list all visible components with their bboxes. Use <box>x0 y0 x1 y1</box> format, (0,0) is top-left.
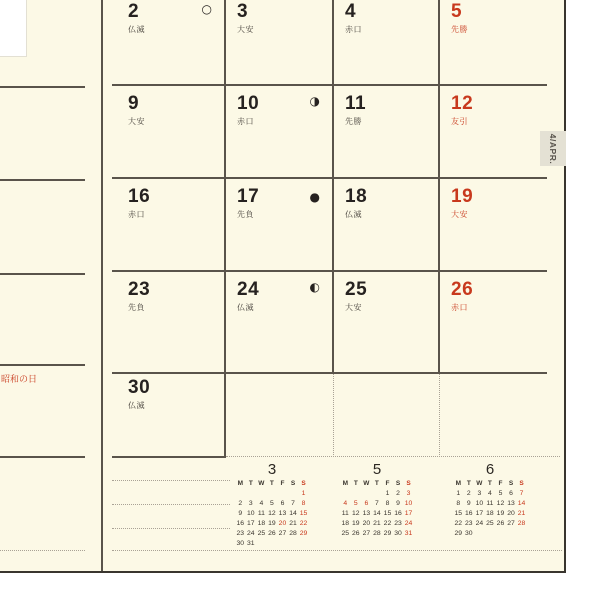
day-cell-25 <box>333 271 439 373</box>
mini-day: 20 <box>278 520 287 527</box>
mini-day: 9 <box>238 510 243 517</box>
mini-day: 17 <box>475 510 484 517</box>
mini-day: 11 <box>486 500 494 507</box>
mini-day: 2 <box>466 490 471 497</box>
mini-day: 1 <box>385 490 390 497</box>
dotted-rule <box>112 528 230 529</box>
mini-day: 29 <box>454 530 463 537</box>
mini-week-row <box>340 529 414 539</box>
last-quarter-moon-icon: ◑ <box>309 94 320 108</box>
mini-day: 14 <box>373 510 381 517</box>
new-moon-icon: ● <box>309 190 320 204</box>
mini-day: 25 <box>341 530 350 537</box>
weekday-letter: M <box>455 480 461 487</box>
mini-day: 12 <box>496 500 505 507</box>
dotted-rule <box>439 374 440 457</box>
mini-day: 4 <box>259 500 264 507</box>
mini-day: 9 <box>396 500 400 507</box>
mini-week-row <box>340 489 414 499</box>
rokuyo-label: 仏滅 <box>128 400 145 410</box>
mini-week-row <box>340 519 414 529</box>
mini-day: 5 <box>353 500 358 507</box>
mini-day <box>340 489 351 499</box>
mini-day: 4 <box>343 500 348 507</box>
mini-day: 11 <box>341 510 349 517</box>
mini-day: 13 <box>507 500 515 507</box>
mini-day <box>256 539 267 549</box>
mini-calendar-june <box>453 458 527 539</box>
date-number: 24 <box>237 279 260 300</box>
dotted-rule <box>112 550 562 551</box>
month-tab-label: 4/APR. <box>548 133 558 164</box>
mini-day: 6 <box>280 500 285 507</box>
day-cell-10 <box>225 85 333 178</box>
mini-day <box>474 529 485 539</box>
weekday-letter: F <box>498 480 503 487</box>
mini-day: 28 <box>517 520 526 527</box>
mini-day: 28 <box>373 530 381 537</box>
mini-calendar-march <box>235 458 309 549</box>
date-number: 23 <box>128 279 151 300</box>
mini-day: 19 <box>268 520 276 527</box>
day-cell-30 <box>102 373 225 458</box>
mini-day: 27 <box>362 530 371 537</box>
mini-day <box>372 489 383 499</box>
date-number: 3 <box>237 1 249 22</box>
dotted-rule <box>112 480 230 481</box>
mini-day: 16 <box>465 510 473 517</box>
mini-day: 24 <box>404 520 413 527</box>
mini-day <box>288 539 299 549</box>
mini-week-row <box>235 529 309 539</box>
month-tab <box>540 131 566 166</box>
mini-day <box>277 489 288 499</box>
mini-day: 31 <box>247 540 255 547</box>
day-cell-4 <box>333 0 439 85</box>
weekday-letter: T <box>374 480 379 487</box>
weekday-letter: F <box>385 480 390 487</box>
mini-day: 27 <box>278 530 287 537</box>
mini-day: 12 <box>352 510 360 517</box>
date-number: 2 <box>128 1 140 22</box>
mini-calendar-may <box>340 458 414 539</box>
mini-day: 23 <box>236 530 245 537</box>
mini-day <box>267 539 278 549</box>
mini-day: 18 <box>486 510 494 517</box>
mini-day: 19 <box>352 520 360 527</box>
mini-day <box>495 529 506 539</box>
mini-day <box>298 539 309 549</box>
mini-day: 17 <box>404 510 413 517</box>
weekday-letter: S <box>519 480 524 487</box>
weekday-letter: S <box>395 480 401 487</box>
grid-line <box>0 273 85 275</box>
mini-day: 22 <box>454 520 463 527</box>
mini-day: 29 <box>299 530 308 537</box>
mini-day: 6 <box>509 490 513 497</box>
date-number: 19 <box>451 186 474 207</box>
date-number: 11 <box>345 93 367 114</box>
rokuyo-label: 先勝 <box>451 24 468 34</box>
mini-day: 30 <box>465 530 473 537</box>
mini-day: 25 <box>486 520 494 527</box>
mini-day: 20 <box>362 520 371 527</box>
day-cell-24 <box>225 271 333 373</box>
grid-line <box>0 456 85 458</box>
date-number: 10 <box>237 93 260 114</box>
date-number: 18 <box>345 186 368 207</box>
day-cell-11 <box>333 85 439 178</box>
mini-day: 24 <box>475 520 484 527</box>
mini-week-row <box>235 499 309 509</box>
mini-day: 6 <box>364 500 369 507</box>
mini-day: 28 <box>289 530 297 537</box>
mini-weekday-header <box>340 479 414 489</box>
mini-day: 29 <box>383 530 392 537</box>
date-number: 9 <box>128 93 140 114</box>
weekday-letter: T <box>248 480 253 487</box>
mini-day: 12 <box>268 510 276 517</box>
mini-day: 7 <box>375 500 379 507</box>
mini-day: 15 <box>383 510 392 517</box>
weekday-letter: S <box>290 480 296 487</box>
mini-day: 3 <box>406 490 411 497</box>
weekday-letter: S <box>406 480 411 487</box>
rokuyo-label: 先負 <box>237 209 254 219</box>
mini-day: 7 <box>291 500 295 507</box>
day-cell-26 <box>439 271 565 373</box>
rokuyo-label: 大安 <box>451 209 468 219</box>
rokuyo-label: 大安 <box>237 24 254 34</box>
mini-day: 30 <box>394 530 402 537</box>
day-cell-3 <box>225 0 333 85</box>
mini-day: 26 <box>268 530 276 537</box>
mini-day: 5 <box>270 500 274 507</box>
dotted-rule <box>112 504 230 505</box>
mini-day: 17 <box>247 520 255 527</box>
mini-month-title: 3 <box>267 461 277 478</box>
mini-day: 7 <box>519 490 524 497</box>
rokuyo-label: 仏滅 <box>237 302 254 312</box>
mini-day: 23 <box>465 520 473 527</box>
mini-day: 10 <box>404 500 413 507</box>
mini-day: 22 <box>383 520 392 527</box>
day-cell-9 <box>102 85 225 178</box>
weekday-letter: S <box>508 480 514 487</box>
mini-week-row <box>453 519 527 529</box>
dotted-rule <box>333 374 334 457</box>
mini-day: 26 <box>496 520 505 527</box>
mini-day: 23 <box>394 520 402 527</box>
mini-week-row <box>453 499 527 509</box>
mini-day <box>516 529 527 539</box>
rokuyo-label: 仏滅 <box>128 24 145 34</box>
rokuyo-label: 友引 <box>451 116 468 126</box>
mini-day <box>235 489 246 499</box>
date-number: 12 <box>451 93 474 114</box>
holiday-note: 昭和の日 <box>1 374 38 384</box>
mini-day: 8 <box>301 500 306 507</box>
mini-day: 1 <box>456 490 461 497</box>
mini-day <box>351 489 362 499</box>
mini-week-row <box>235 519 309 529</box>
grid-line <box>0 364 85 366</box>
day-cell-23 <box>102 271 225 373</box>
weekday-letter: T <box>353 480 358 487</box>
mini-day: 4 <box>488 490 492 497</box>
mini-day: 22 <box>299 520 308 527</box>
mini-week-row <box>340 499 414 509</box>
mini-month-title: 5 <box>372 461 382 478</box>
mini-weekday-header <box>453 479 527 489</box>
mini-day <box>267 489 278 499</box>
grid-line <box>0 179 85 181</box>
weekday-letter: T <box>466 480 471 487</box>
mini-month-title: 6 <box>485 461 495 478</box>
mini-day: 15 <box>454 510 463 517</box>
mini-day: 1 <box>301 490 306 497</box>
mini-week-row <box>235 539 309 549</box>
mini-day: 21 <box>517 510 526 517</box>
mini-day: 25 <box>257 530 266 537</box>
mini-day: 24 <box>247 530 255 537</box>
mini-day: 16 <box>236 520 245 527</box>
mini-day: 16 <box>394 510 402 517</box>
corner-notch <box>0 0 27 57</box>
mini-week-row <box>340 509 414 519</box>
mini-day: 3 <box>477 490 482 497</box>
rokuyo-label: 先負 <box>128 302 145 312</box>
mini-day: 21 <box>373 520 381 527</box>
mini-day: 9 <box>466 500 471 507</box>
mini-day <box>361 489 372 499</box>
mini-day: 8 <box>385 500 390 507</box>
mini-week-row <box>453 509 527 519</box>
date-number: 25 <box>345 279 368 300</box>
mini-day: 10 <box>247 510 255 517</box>
rokuyo-label: 大安 <box>345 302 362 312</box>
mini-day: 14 <box>517 500 526 507</box>
day-cell-17 <box>225 178 333 271</box>
weekday-letter: F <box>280 480 285 487</box>
mini-day: 2 <box>238 500 243 507</box>
mini-day <box>277 539 288 549</box>
rokuyo-label: 仏滅 <box>345 209 362 219</box>
mini-day: 27 <box>507 520 515 527</box>
rokuyo-label: 赤口 <box>345 24 362 34</box>
date-number: 26 <box>451 279 474 300</box>
mini-day: 2 <box>396 490 400 497</box>
mini-week-row <box>453 489 527 499</box>
mini-day: 10 <box>475 500 484 507</box>
mini-day <box>256 489 267 499</box>
rokuyo-label: 赤口 <box>128 209 145 219</box>
mini-day: 30 <box>236 540 245 547</box>
mini-day: 21 <box>289 520 297 527</box>
rokuyo-label: 大安 <box>128 116 145 126</box>
mini-day: 8 <box>456 500 461 507</box>
grid-line <box>0 86 85 88</box>
mini-weekday-header <box>235 479 309 489</box>
day-cell-18 <box>333 178 439 271</box>
weekday-letter: W <box>258 480 265 487</box>
mini-day: 13 <box>278 510 287 517</box>
weekday-letter: M <box>342 480 348 487</box>
date-number: 16 <box>128 186 151 207</box>
rokuyo-label: 先勝 <box>345 116 362 126</box>
date-number: 17 <box>237 186 260 207</box>
mini-week-row <box>235 489 309 499</box>
date-number: 4 <box>345 1 357 22</box>
mini-day <box>246 489 257 499</box>
weekday-letter: W <box>476 480 483 487</box>
mini-day <box>288 489 299 499</box>
full-moon-icon: ○ <box>201 2 212 16</box>
rokuyo-label: 赤口 <box>237 116 254 126</box>
date-number: 5 <box>451 1 463 22</box>
day-cell-2 <box>102 0 225 85</box>
mini-day: 3 <box>248 500 253 507</box>
day-cell-16 <box>102 178 225 271</box>
weekday-letter: M <box>237 480 243 487</box>
dotted-rule <box>226 456 560 457</box>
mini-day: 11 <box>257 510 265 517</box>
weekday-letter: T <box>269 480 274 487</box>
mini-day: 5 <box>498 490 503 497</box>
mini-day: 31 <box>404 530 413 537</box>
mini-day: 26 <box>352 530 360 537</box>
mini-day: 14 <box>289 510 297 517</box>
mini-week-row <box>235 509 309 519</box>
mini-day: 20 <box>507 510 515 517</box>
weekday-letter: S <box>301 480 306 487</box>
weekday-letter: W <box>363 480 370 487</box>
dotted-rule <box>0 550 85 551</box>
mini-day: 19 <box>496 510 505 517</box>
mini-day <box>485 529 496 539</box>
mini-day: 13 <box>362 510 371 517</box>
mini-day <box>506 529 517 539</box>
day-cell-19 <box>439 178 565 271</box>
mini-day: 18 <box>257 520 266 527</box>
weekday-letter: T <box>487 480 492 487</box>
rokuyo-label: 赤口 <box>451 302 468 312</box>
mini-day: 18 <box>341 520 350 527</box>
date-number: 30 <box>128 377 151 398</box>
mini-week-row <box>453 529 527 539</box>
first-quarter-moon-icon: ◐ <box>309 280 320 294</box>
mini-day: 15 <box>299 510 308 517</box>
day-cell-5 <box>439 0 565 85</box>
